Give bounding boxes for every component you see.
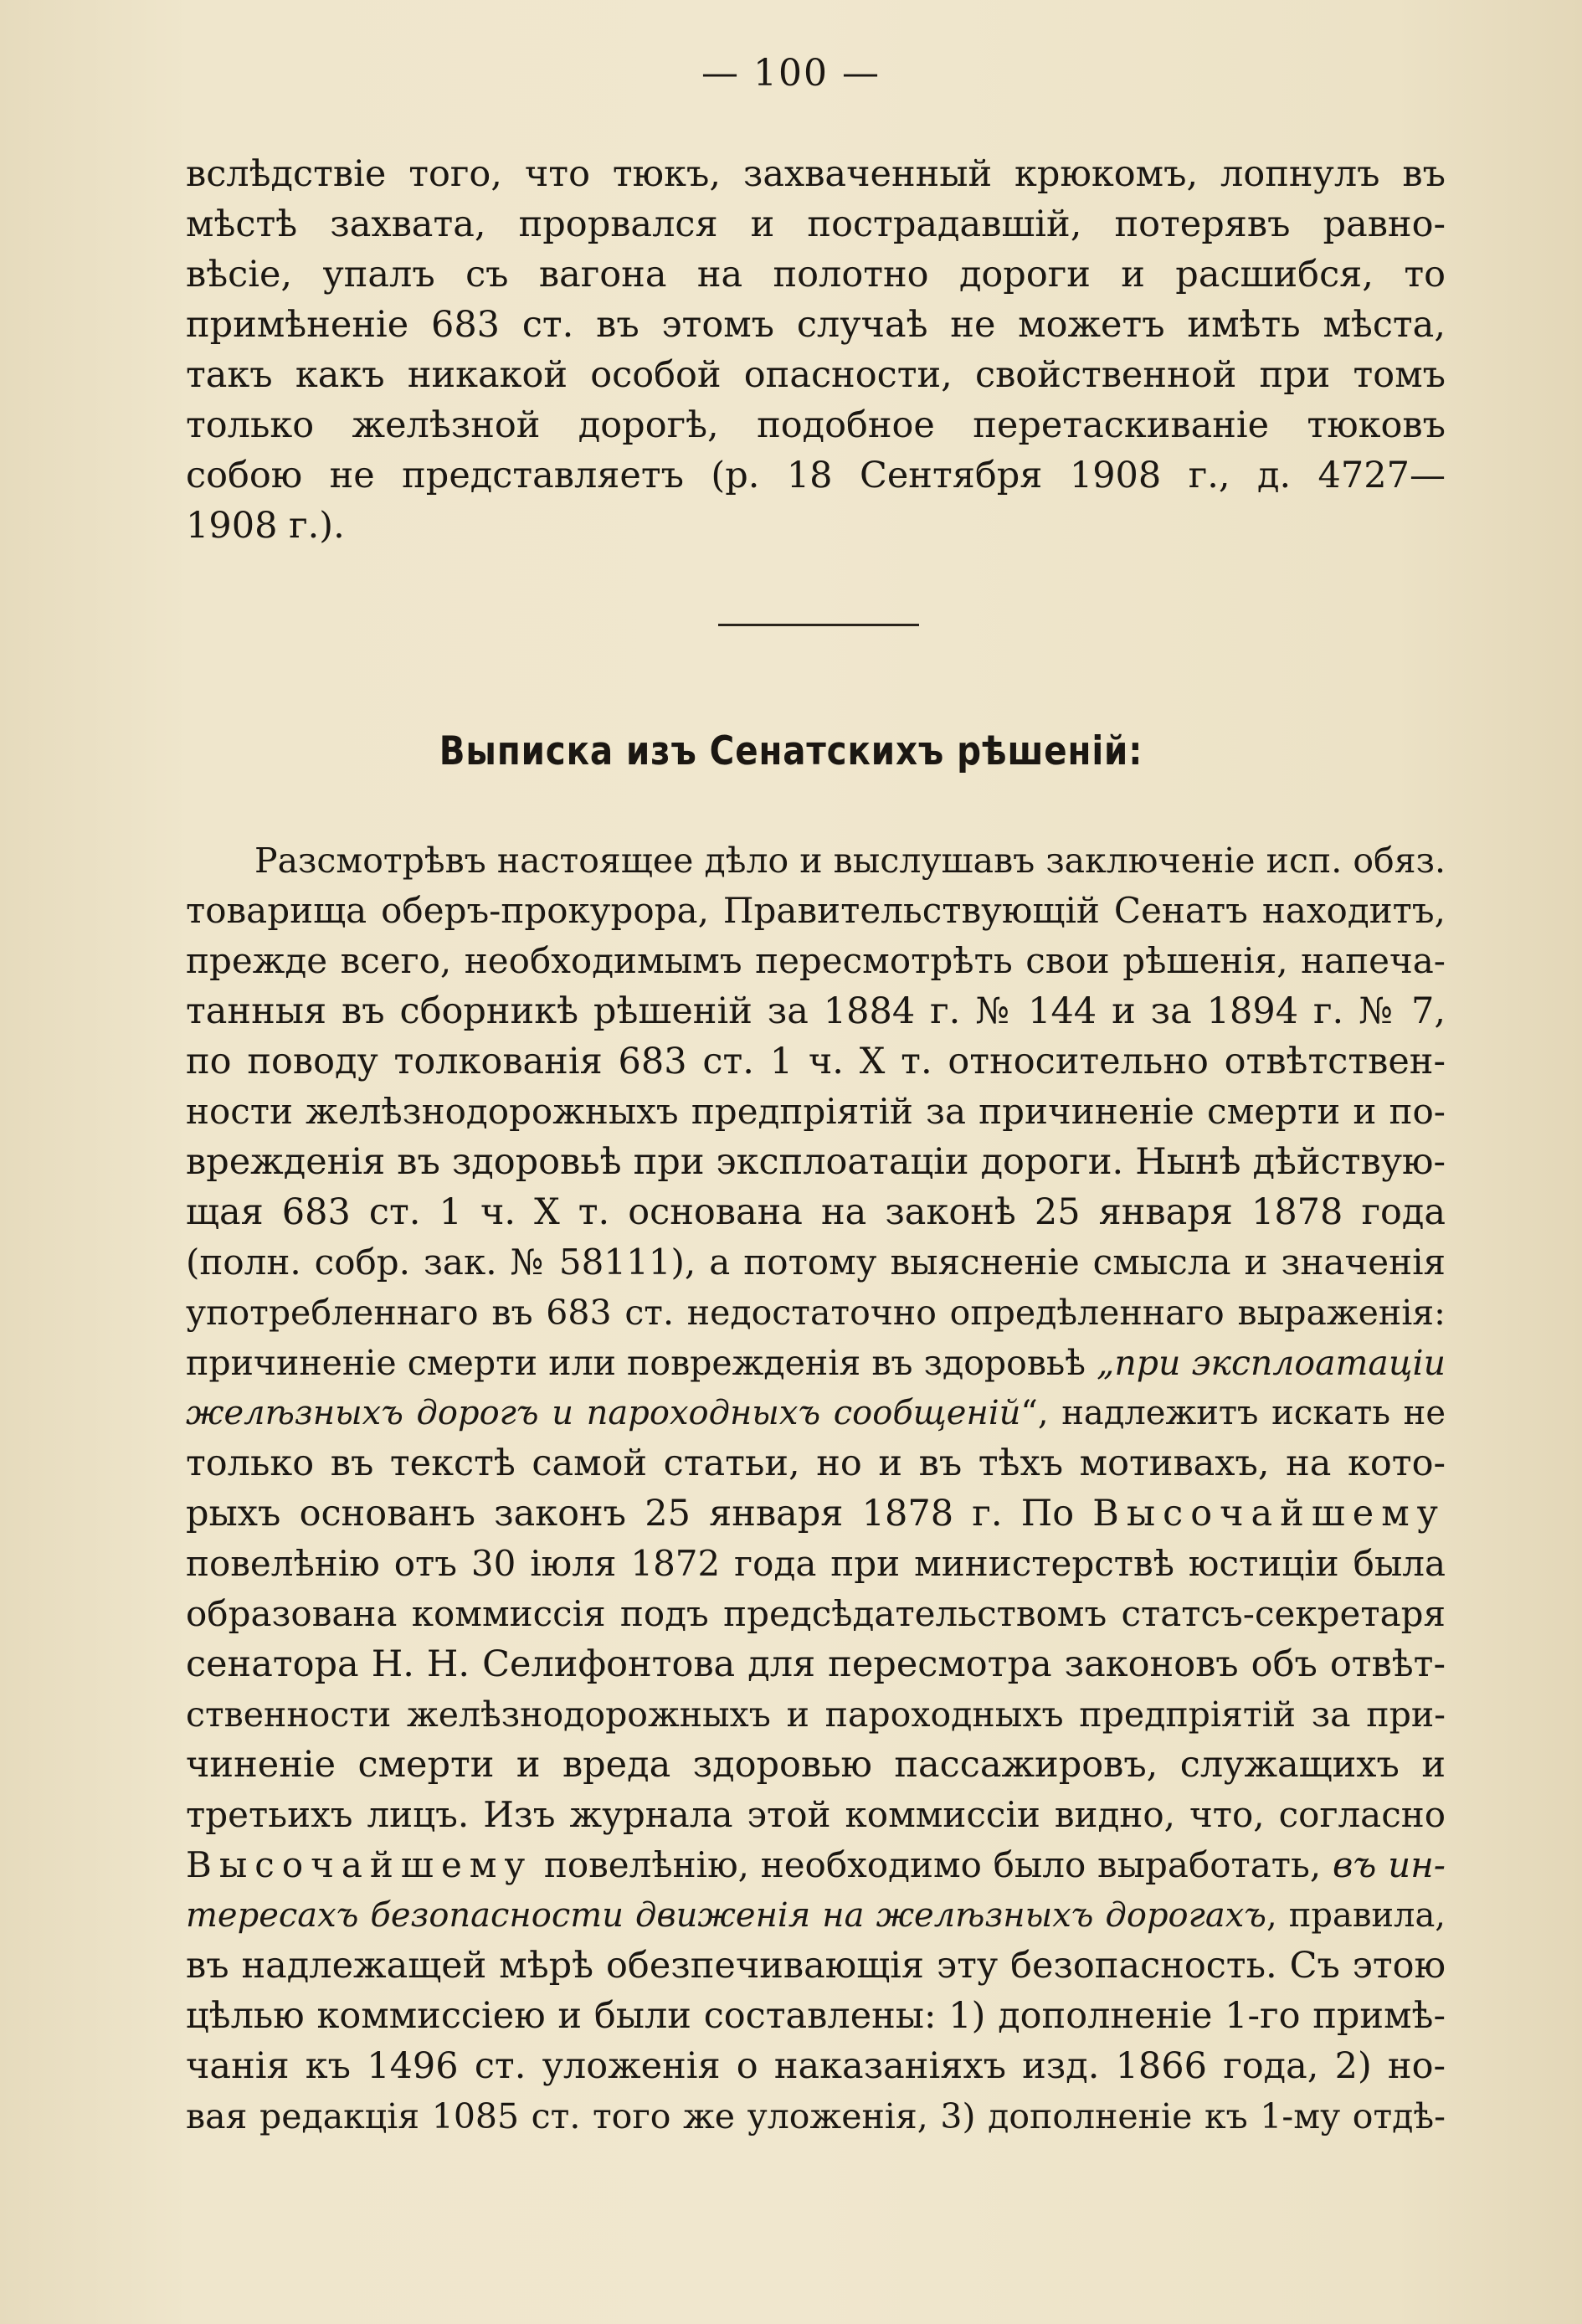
text-line [186,1840,1446,1890]
spaced-text-run: Высочайшему [1092,1493,1446,1535]
text-run: повелѣнію, необходимо было выработать, [532,1844,1333,1885]
text-line: (полн. собр. зак. № 58111), а потому выясненіе смысла и значенія [186,1242,1446,1283]
text-line: повелѣнію отъ 30 іюля 1872 года при министерствѣ юстиціи была [186,1543,1446,1584]
text-line: вая редакція 1085 ст. того же уложенія, 3) дополненіе къ 1-му отдѣ- [186,2096,1446,2136]
text-line [186,1388,1446,1438]
text-line: прежде всего, необходимымъ пересмотрѣть свои рѣшенія, напеча- [186,940,1446,981]
text-line: вѣсіе, упалъ съ вагона на полотно дороги и расшибся, то [186,254,1446,296]
text-line: такъ какъ никакой особой опасности, свойственной при томъ [186,354,1446,396]
top-paragraph [186,149,1446,551]
text-line: товарища оберъ-прокурора, Правительствующій Сенатъ находитъ, [186,890,1446,931]
italic-text-run: въ ин- [1332,1844,1446,1885]
body-paragraph [186,836,1446,2141]
text-line: собою не представляетъ (р. 18 Сентября 1908 г., д. 4727— [186,455,1446,496]
text-line: вслѣдствіе того, что тюкъ, захваченный крюкомъ, лопнулъ въ [186,153,1446,195]
text-line: употребленнаго въ 683 ст. недостаточно опредѣленнаго выраженія: [186,1293,1446,1333]
italic-text-run: тересахъ безопасности движенія на желѣзныхъ дорогахъ [186,1896,1266,1935]
text-line: только въ текстѣ самой статьи, но и въ тѣхъ мотивахъ, на кото- [186,1442,1446,1484]
page-number: — 100 — [701,52,881,95]
text-line: ности желѣзнодорожныхъ предпріятій за причиненіе смерти и по- [186,1091,1446,1132]
text-line: 1908 г.). [186,505,345,547]
spaced-text-run: Высочайшему [186,1844,533,1885]
text-line: чанія къ 1496 ст. уложенія о наказаніяхъ изд. 1866 года, 2) но- [186,2045,1446,2087]
text-line: Разсмотрѣвъ настоящее дѣло и выслушавъ заключеніе исп. обяз. [254,841,1446,881]
italic-text-run: „при эксплоатаціи [1097,1343,1446,1383]
text-line [186,1890,1446,1941]
text-line: образована коммиссія подъ предсѣдательствомъ статсъ-секретаря [186,1593,1446,1634]
text-line: по поводу толкованія 683 ст. 1 ч. X т. относительно отвѣтствен- [186,1041,1446,1082]
text-line [186,1338,1446,1388]
text-run: “, надлежитъ искать не [1020,1394,1446,1432]
text-line: танныя въ сборникѣ рѣшеній за 1884 г. № 144 и за 1894 г. № 7, [186,990,1446,1032]
italic-text-run: желѣзныхъ дорогъ и пароходныхъ сообщеній [186,1394,1021,1432]
text-line: чиненіе смерти и вреда здоровью пассажировъ, служащихъ и [186,1744,1446,1786]
section-heading: Выписка изъ Сенатскихъ рѣшеній: [439,728,1143,774]
text-line: мѣстѣ захвата, прорвался и пострадавшій, потерявъ равно- [186,203,1446,245]
text-line: третьихъ лицъ. Изъ журнала этой коммиссіи видно, что, согласно [186,1794,1446,1835]
section-divider [718,624,919,626]
text-line: сенатора Н. Н. Селифонтова для пересмотра законовъ объ отвѣт- [186,1643,1446,1685]
text-line: цѣлью коммиссіею и были составлены: 1) дополненіе 1-го примѣ- [186,1995,1446,2037]
text-line: въ надлежащей мѣрѣ обезпечивающія эту безопасность. Съ этою [186,1945,1446,1987]
text-line: только желѣзной дорогѣ, подобное перетаскиваніе тюковъ [186,404,1446,446]
text-line [186,1488,1446,1539]
text-run: причиненіе смерти или поврежденія въ здоровьѣ [186,1343,1097,1383]
text-line: примѣненіе 683 ст. въ этомъ случаѣ не можетъ имѣть мѣста, [186,304,1446,346]
text-run: , правила, [1266,1896,1446,1935]
text-run: рыхъ основанъ законъ 25 января 1878 г. По [186,1493,1093,1535]
text-line: щая 683 ст. 1 ч. X т. основана на законѣ 25 января 1878 года [186,1191,1446,1233]
text-line: врежденія въ здоровьѣ при эксплоатаціи дороги. Нынѣ дѣйствую- [186,1141,1446,1183]
text-line: ственности желѣзнодорожныхъ и пароходныхъ предпріятій за при- [186,1694,1446,1735]
